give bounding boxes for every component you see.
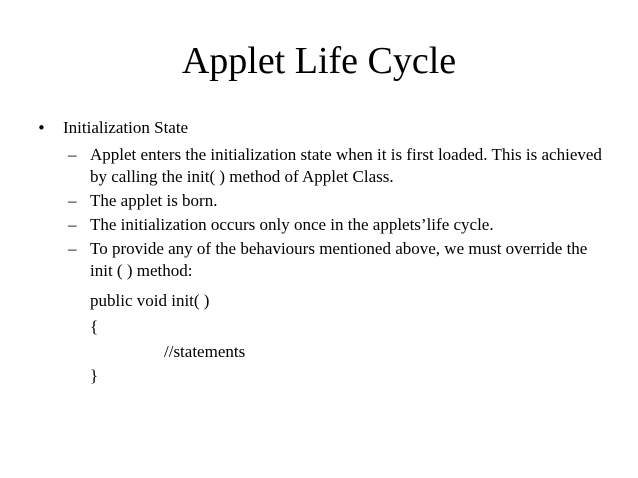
bullet-item [37, 117, 188, 139]
dash-marker: – [68, 191, 77, 210]
dash-marker: – [68, 215, 77, 234]
sub-bullet-text: The initialization occurs only once in the applets’life cycle. [90, 215, 494, 234]
code-line-comment: //statements [164, 342, 246, 361]
sub-bullet-list [68, 144, 608, 284]
code-line-open-brace: { [90, 317, 99, 336]
sub-bullet-text: The applet is born. [90, 191, 218, 210]
code-line-close-brace: } [90, 366, 99, 385]
sub-bullet-item [68, 238, 608, 282]
bullet-text: Initialization State [63, 118, 189, 137]
sub-bullet-item [68, 190, 608, 212]
sub-bullet-item [68, 144, 608, 188]
slide-title: Applet Life Cycle [181, 40, 457, 82]
sub-bullet-text: To provide any of the behaviours mentioned above, we must override the init ( ) method: [90, 239, 588, 280]
dash-marker: – [68, 239, 77, 258]
bullet-marker: • [37, 119, 46, 137]
sub-bullet-item [68, 214, 608, 236]
dash-marker: – [68, 145, 77, 164]
sub-bullet-text: Applet enters the initialization state when it is first loaded. This is achieved by calling the init( ) method of Applet Class. [90, 145, 602, 186]
code-line-signature: public void init( ) [90, 291, 210, 310]
